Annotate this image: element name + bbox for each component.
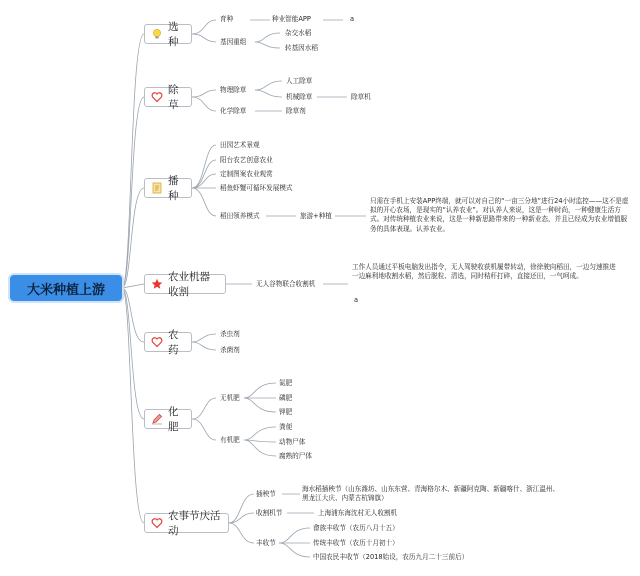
node-zajiao[interactable]: 杂交水稻 (285, 29, 312, 37)
star-icon (151, 277, 163, 291)
node-chayang[interactable]: 插秧节 (256, 490, 276, 498)
node-shouge[interactable]: 收割机节 (256, 509, 283, 517)
topic-huafei[interactable] (144, 406, 192, 433)
topic-bozhong[interactable] (144, 175, 192, 202)
node-bozhong-3[interactable]: 定制图案农业观赏 (220, 170, 273, 178)
topic-huafei-label: 化肥 (168, 406, 179, 433)
node-fengshou-1[interactable]: 畲族丰收节（农历八月十五） (313, 524, 399, 532)
topic-jieqing[interactable] (144, 510, 229, 537)
node-jiqi-desc[interactable]: 工作人员通过平板电脑发出指令，无人驾驶收获机履带转动，徐徐驶向稻田，一边匀速推进一边麻利地收割水稻，然后脱粒、清选，同时秸秆打碎，直接还田，一气呵成。 (352, 263, 616, 281)
node-app[interactable]: 种业智能APP (272, 15, 311, 23)
node-wuli[interactable]: 物理除草 (220, 86, 247, 94)
node-rengong[interactable]: 人工除草 (286, 77, 313, 85)
node-wuren[interactable]: 无人谷物联合收割机 (256, 280, 316, 288)
node-chucaoji[interactable]: 除草机 (351, 93, 371, 101)
heart-icon (151, 90, 163, 104)
node-bozhong-desc[interactable]: 只需在手机上安装APP终端，就可以对自己的“一亩三分地”进行24小时监控——这不是虚拟的开心农场，是现实的“认养农业”。对认养人来说，这是一种时尚，一种健康生活方式。对传统种植农业来说，这是一种新思路带来的一种新业态，并且已经成为农业增值服务的具体表现。认养农业。 (370, 197, 629, 233)
node-jiyin[interactable]: 基因重组 (220, 38, 247, 46)
topic-nongyao-label: 农药 (168, 329, 179, 356)
node-lvyou[interactable]: 旅游+种植 (300, 212, 332, 220)
topic-jiqi-label: 农业机器收割 (168, 271, 210, 298)
node-youji[interactable]: 有机肥 (220, 436, 240, 444)
topic-bozhong-label: 播种 (168, 175, 179, 202)
node-shajun[interactable]: 杀菌剂 (220, 346, 240, 354)
node-huaxue[interactable]: 化学除草 (220, 107, 247, 115)
node-a2[interactable]: a (354, 296, 359, 304)
node-fulan[interactable]: 腐熟的尸体 (279, 452, 312, 460)
node-chucaoji2[interactable]: 除草剂 (286, 107, 306, 115)
node-fengshou-3[interactable]: 中国农民丰收节（2018始设，农历九月二十三前后） (313, 553, 469, 561)
topic-xuanzhong-label: 选种 (168, 21, 179, 48)
topic-chucao-label: 除草 (168, 84, 179, 111)
node-lin[interactable]: 磷肥 (279, 394, 293, 402)
node-bozhong-2[interactable]: 阳台农艺创意农业 (220, 156, 273, 164)
heart-icon (151, 335, 163, 349)
topic-jieqing-label: 农事节庆活动 (168, 510, 221, 537)
node-jia[interactable]: 钾肥 (279, 408, 293, 416)
topic-xuanzhong[interactable] (144, 21, 192, 48)
node-daotian[interactable]: 稻田领养模式 (220, 212, 260, 220)
topic-jiqi[interactable] (144, 271, 226, 298)
node-shachong[interactable]: 杀虫剂 (220, 330, 240, 338)
root-topic[interactable] (10, 275, 122, 301)
node-chayang-desc[interactable]: 海水稻插秧节（山东潍坊、山东东营、青海格尔木、新疆阿克陶、新疆喀什、浙江温州、黑龙江大庆、内蒙古杭锦旗） (302, 485, 560, 503)
pencil-icon (151, 412, 163, 426)
topic-nongyao[interactable] (144, 329, 192, 356)
lightbulb-icon (151, 27, 163, 41)
heart-icon (151, 516, 163, 530)
topic-chucao[interactable] (144, 84, 192, 111)
node-zhuanjiyin[interactable]: 转基因水稻 (285, 44, 318, 52)
node-a1[interactable]: a (350, 15, 355, 23)
node-yuzhong[interactable]: 育种 (220, 15, 234, 23)
node-dan[interactable]: 氮肥 (279, 379, 293, 387)
node-bozhong-1[interactable]: 田园艺术景观 (220, 141, 260, 149)
node-dongwu[interactable]: 动物尸体 (279, 438, 306, 446)
document-icon (151, 181, 163, 195)
node-wuji[interactable]: 无机肥 (220, 394, 240, 402)
node-bozhong-4[interactable]: 稻鱼虾蟹可循环发展模式 (220, 184, 293, 192)
node-jixie[interactable]: 机械除草 (286, 93, 313, 101)
root-topic-label: 大米种植上游 (26, 282, 105, 298)
node-fengshou-2[interactable]: 传统丰收节（农历十月初十） (313, 539, 399, 547)
node-fengshou[interactable]: 丰收节 (256, 539, 276, 547)
node-shouge-desc[interactable]: 上海浦东海沈村无人收割机 (318, 509, 398, 517)
node-fenbian[interactable]: 粪便 (279, 423, 293, 431)
